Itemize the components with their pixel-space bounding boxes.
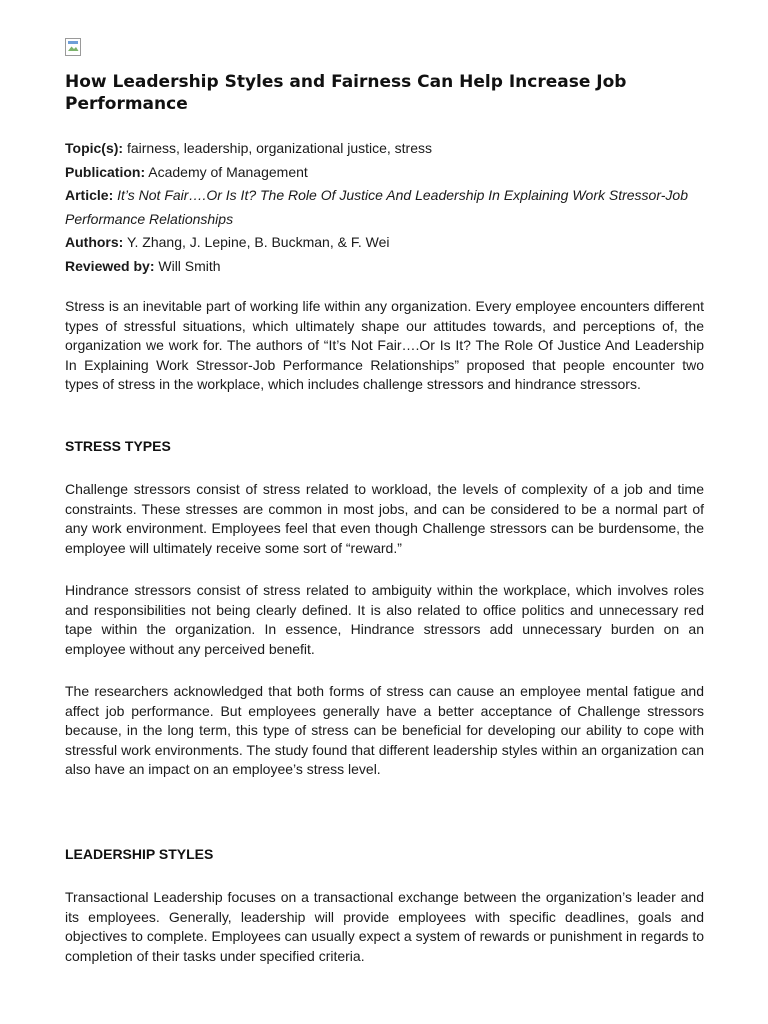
meta-topics-value: fairness, leadership, organizational justice, stress (126, 140, 433, 156)
meta-authors-value: Y. Zhang, J. Lepine, B. Buckman, & F. Wei (126, 234, 390, 250)
meta-authors (65, 231, 705, 255)
heading-stress-types: STRESS TYPES (65, 438, 171, 454)
heading-leadership-styles: LEADERSHIP STYLES (65, 846, 214, 862)
transactional-paragraph: Transactional Leadership focuses on a transactional exchange between the organization’s leader and its employees. Generally, leadership will provide employees with specific deadlines, goals and objectives to complete. Employees can usually expect a system of rewards or punishment in regards to completion of their tasks under specified criteria. (65, 889, 704, 964)
meta-article-label: Article: (65, 187, 114, 203)
meta-article (65, 184, 705, 231)
researchers-paragraph: The researchers acknowledged that both forms of stress can cause an employee mental fatigue and affect job performance. But employees generally have a better acceptance of Challenge stressors because, in the long term, this type of stress can be beneficial for developing our ability to cope with stressful work environments. The study found that different leadership styles within an organization can also have an impact on an employee’s stress level. (65, 683, 704, 777)
meta-reviewed-value: Will Smith (158, 257, 221, 274)
article-title: How Leadership Styles and Fairness Can Help Increase Job Performance (65, 72, 627, 114)
meta-reviewed-label: Reviewed by: (65, 257, 155, 274)
intro-paragraph: Stress is an inevitable part of working life within any organization. Every employee encounters different types of stressful situations, which ultimately shape our attitudes towards, and perceptions of, the organization we work for. The authors of “It’s Not Fair….Or Is It? The Role Of Justice And Leadership In Explaining Work Stressor-Job Performance Relationships” proposed that people encounter two types of stress in the workplace, which includes challenge stressors and hindrance stressors. (65, 298, 704, 392)
meta-topics-label: Topic(s): (65, 140, 124, 156)
meta-article-value: It’s Not Fair….Or Is It? The Role Of Justice And Leadership In Explaining Work Stressor-Job Performance Relationships (65, 187, 688, 227)
broken-image-icon (65, 38, 81, 56)
challenge-paragraph: Challenge stressors consist of stress related to workload, the levels of complexity of a job and time constraints. These stresses are common in most jobs, and can be considered to be a normal part of any work environment. Employees feel that even though Challenge stressors can be burdensome, the employee will ultimately receive some sort of “reward.” (65, 481, 704, 556)
meta-publication-label: Publication: (65, 163, 146, 180)
meta-publication-value: Academy of Management (148, 163, 308, 180)
article-meta (65, 137, 705, 278)
meta-publication (65, 161, 705, 185)
hindrance-paragraph: Hindrance stressors consist of stress related to ambiguity within the workplace, which involves roles and responsibilities not being clearly defined. It is also related to office politics and unnecessary red tape within the organization. In essence, Hindrance stressors add unnecessary burden on an employee without any perceived benefit. (65, 582, 704, 657)
meta-authors-label: Authors: (65, 234, 124, 250)
meta-reviewed (65, 255, 705, 279)
meta-topics (65, 137, 705, 161)
